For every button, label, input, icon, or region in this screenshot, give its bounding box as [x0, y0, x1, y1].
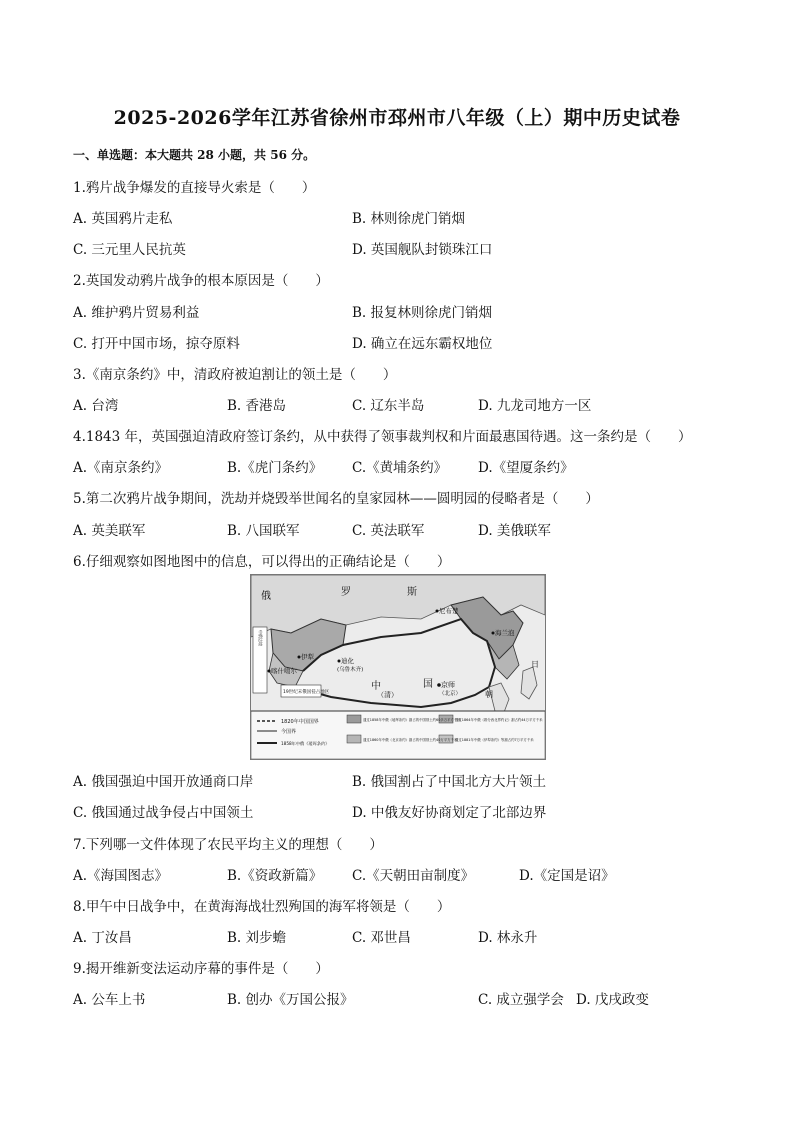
question-6-option-d: D. 中俄友好协商划定了北部边界 [352, 805, 547, 821]
question-2-option-a: A. 维护鸦片贸易利益 [73, 305, 200, 321]
map-svg [251, 575, 545, 759]
question-7-option-a: A.《海国图志》 [73, 868, 169, 884]
russia-china-territory-map [250, 574, 546, 760]
question-8-option-b: B. 刘步蟾 [227, 930, 287, 946]
map-label-beijing: （北京） [439, 691, 462, 697]
map-label-kashi: 喀什噶尔 [271, 667, 297, 675]
map-label-luo: 罗 [341, 587, 351, 598]
map-label-chao: 朝 [485, 690, 493, 699]
map-label-e: 俄 [261, 591, 271, 602]
question-6-stem: 6.仔细观察如图地图中的信息，可以得出的正确结论是（ ） [73, 554, 451, 570]
question-4-option-b: B.《虎门条约》 [227, 460, 323, 476]
question-4-option-a: A.《南京条约》 [73, 460, 169, 476]
question-7-stem: 7.下列哪一文件体现了农民平均主义的理想（ ） [73, 837, 383, 853]
question-2-stem: 2.英国发动鸦片战争的根本原因是（ ） [73, 273, 329, 289]
map-label-zhong: 中 [371, 681, 381, 692]
page-title: 2025-2026学年江苏省徐州市邳州市八年级（上）期中历史试卷 [113, 107, 681, 129]
question-5-option-c: C. 英法联军 [352, 523, 425, 539]
question-8-option-d: D. 林永升 [478, 930, 538, 946]
question-3-stem: 3.《南京条约》中，清政府被迫割让的领土是（ ） [73, 367, 397, 383]
question-7-option-d: D.《定国是诏》 [519, 868, 615, 884]
question-1-option-d: D. 英国舰队封锁珠江口 [352, 242, 493, 258]
question-4-option-d: D.《望厦条约》 [478, 460, 574, 476]
map-legend-right-3: 通过1864年中俄《勘分西北界约记》割占约44万平方千米 [455, 718, 543, 722]
question-3-option-b: B. 香港岛 [227, 398, 287, 414]
map-legend-left-2: 今国界 [281, 729, 297, 735]
map-label-yili: 伊犁 [301, 653, 314, 661]
question-7-option-c: C.《天朝田亩制度》 [352, 868, 475, 884]
question-5-option-d: D. 美俄联军 [478, 523, 551, 539]
question-3-option-d: D. 九龙司地方一区 [478, 398, 592, 414]
question-9-option-a: A. 公车上书 [73, 992, 146, 1008]
question-1-option-b: B. 林则徐虎门销烟 [352, 211, 466, 227]
question-2-option-d: D. 确立在远东霸权地位 [352, 336, 493, 352]
question-2-option-b: B. 报复林则徐虎门销烟 [352, 305, 493, 321]
map-legend-right-1: 通过1858年中俄《瑷珲条约》割占的中国领土约60多万平方千米 [363, 718, 461, 722]
question-8-option-c: C. 邓世昌 [352, 930, 411, 946]
question-6-option-a: A. 俄国强迫中国开放通商口岸 [73, 774, 254, 790]
question-6-option-b: B. 俄国割占了中国北方大片领土 [352, 774, 547, 790]
question-9-option-c: C. 成立强学会 [478, 992, 564, 1008]
map-legend-right-4: 通过1881年中俄《伊犁条约》等割占约7万平方千米 [455, 738, 534, 742]
question-8-stem: 8.甲午中日战争中，在黄海海战壮烈殉国的海军将领是（ ） [73, 899, 451, 915]
section-heading: 一、单选题：本大题共 28 小题，共 56 分。 [73, 148, 316, 162]
question-2-option-c: C. 打开中国市场，掠夺原料 [73, 336, 240, 352]
question-5-option-b: B. 八国联军 [227, 523, 300, 539]
question-6-option-c: C. 俄国通过战争侵占中国领土 [73, 805, 254, 821]
map-legend-left-3: 1858年中俄《瑷珲条约》 [281, 741, 330, 746]
map-label-note19: 19世纪末俄国侵占地区 [283, 690, 330, 695]
question-9-option-b: B. 创办《万国公报》 [227, 992, 354, 1008]
question-3-option-a: A. 台湾 [73, 398, 119, 414]
map-legend-right-2: 通过1860年中俄《北京条约》割占的中国领土约40万平方千米 [363, 738, 458, 742]
map-label-hailanpao: 海兰泡 [495, 629, 515, 637]
map-label-qing: （清） [377, 691, 398, 699]
map-label-dihua: 迪化 [341, 657, 354, 665]
question-3-option-c: C. 辽东半岛 [352, 398, 425, 414]
question-5-stem: 5.第二次鸦片战争期间，洗劫并烧毁举世闻名的皇家园林——圆明园的侵略者是（ ） [73, 491, 599, 507]
question-9-option-d: D. 戊戌政变 [576, 992, 649, 1008]
map-label-guo: 国 [423, 679, 433, 690]
map-label-si: 斯 [407, 587, 417, 598]
question-8-option-a: A. 丁汝昌 [73, 930, 132, 946]
question-1-option-c: C. 三元里人民抗英 [73, 242, 186, 258]
question-1-stem: 1.鸦片战争爆发的直接导火索是（ ） [73, 180, 316, 196]
map-label-wulumuqi: (乌鲁木齐) [337, 667, 364, 673]
map-label-ri: 日 [531, 660, 539, 669]
map-label-nibuchu: 尼布楚 [439, 607, 459, 615]
question-5-option-a: A. 英美联军 [73, 523, 146, 539]
question-4-stem: 4.1843 年，英国强迫清政府签订条约，从中获得了领事裁判权和片面最惠国待遇。这一条约是（ ） [73, 429, 692, 445]
map-label-jingshi: 京师 [441, 681, 455, 689]
question-4-option-c: C.《黄埔条约》 [352, 460, 448, 476]
map-label-zhongya: 中俄边境 [258, 630, 263, 646]
question-9-stem: 9.揭开维新变法运动序幕的事件是（ ） [73, 961, 329, 977]
map-legend-left-1: 1820年中国国界 [281, 719, 319, 725]
question-7-option-b: B.《资政新篇》 [227, 868, 323, 884]
question-1-option-a: A. 英国鸦片走私 [73, 211, 173, 227]
